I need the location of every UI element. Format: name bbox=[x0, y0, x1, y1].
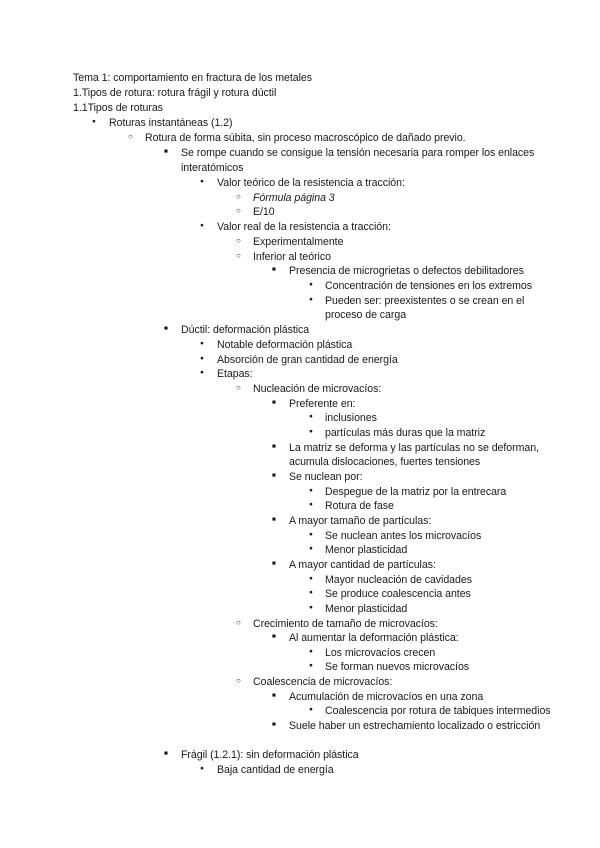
bullet-disc bbox=[309, 602, 313, 617]
bullet-disc bbox=[309, 499, 313, 514]
bullet-square bbox=[272, 690, 276, 705]
list-item: La matriz se deforma y las partículas no se deforman, bbox=[289, 442, 539, 454]
list-item: E/10 bbox=[253, 206, 275, 218]
bullet-circle bbox=[236, 250, 241, 264]
bullet-square bbox=[272, 558, 276, 573]
list-item: Nucleación de microvacíos: bbox=[253, 383, 382, 395]
bullet-circle bbox=[236, 235, 241, 249]
bullet-disc bbox=[200, 763, 204, 778]
list-item: Valor real de la resistencia a tracción: bbox=[217, 221, 391, 233]
list-item: Notable deformación plástica bbox=[217, 339, 353, 351]
list-item: Se produce coalescencia antes bbox=[325, 588, 471, 600]
bullet-disc bbox=[200, 338, 204, 353]
list-item: Se rompe cuando se consigue la tensión necesaria para romper los enlaces bbox=[181, 147, 535, 159]
bullet-circle bbox=[128, 131, 133, 145]
list-item: Frágil (1.2.1): sin deformación plástica bbox=[181, 749, 359, 761]
bullet-square bbox=[272, 631, 276, 646]
list-item: Despegue de la matriz por la entrecara bbox=[325, 486, 507, 498]
bullet-disc bbox=[309, 587, 313, 602]
bullet-disc bbox=[309, 704, 313, 719]
bullet-square bbox=[272, 397, 276, 412]
bullet-square bbox=[272, 470, 276, 485]
list-item: Coalescencia por rotura de tabiques intermedios bbox=[325, 705, 551, 717]
list-item: Preferente en: bbox=[289, 398, 356, 410]
list-item: Baja cantidad de energía bbox=[217, 764, 334, 776]
list-item: Suele haber un estrechamiento localizado o estricción bbox=[289, 720, 541, 732]
bullet-disc bbox=[92, 116, 96, 131]
bullet-square bbox=[272, 441, 276, 456]
list-item: A mayor tamaño de partículas: bbox=[289, 515, 432, 527]
bullet-square bbox=[164, 146, 168, 161]
bullet-disc bbox=[309, 485, 313, 500]
bullet-circle bbox=[236, 675, 241, 689]
list-item: Roturas instantáneas (1.2) bbox=[109, 117, 233, 129]
bullet-disc bbox=[309, 646, 313, 661]
list-item: Al aumentar la deformación plástica: bbox=[289, 632, 459, 644]
list-item: partículas más duras que la matriz bbox=[325, 427, 486, 439]
bullet-square bbox=[164, 323, 168, 338]
list-item: Se nuclean antes los microvacíos bbox=[325, 530, 482, 542]
list-item: Experimentalmente bbox=[253, 236, 344, 248]
list-item: Los microvacíos crecen bbox=[325, 647, 436, 659]
list-item: inclusiones bbox=[325, 412, 377, 424]
list-item: Dúctil: deformación plástica bbox=[181, 324, 310, 336]
section-heading: 1.Tipos de rotura: rotura frágil y rotura dúctil bbox=[73, 87, 277, 99]
bullet-circle bbox=[236, 191, 241, 205]
bullet-disc bbox=[200, 220, 204, 235]
list-item: Acumulación de microvacíos en una zona bbox=[289, 691, 484, 703]
bullet-disc bbox=[309, 660, 313, 675]
list-item: Crecimiento de tamaño de microvacíos: bbox=[253, 618, 438, 630]
bullet-disc bbox=[309, 411, 313, 426]
list-item: Inferior al teórico bbox=[253, 251, 331, 263]
list-item: Valor teórico de la resistencia a tracción: bbox=[217, 177, 405, 189]
list-item: Mayor nucleación de cavidades bbox=[325, 574, 472, 586]
list-item: Presencia de microgrietas o defectos debilitadores bbox=[289, 265, 524, 277]
bullet-square bbox=[272, 514, 276, 529]
list-item: Rotura de fase bbox=[325, 500, 394, 512]
bullet-disc bbox=[200, 176, 204, 191]
list-item: Menor plasticidad bbox=[325, 544, 408, 556]
bullet-disc bbox=[309, 573, 313, 588]
list-item: Menor plasticidad bbox=[325, 603, 408, 615]
list-item: Concentración de tensiones en los extremos bbox=[325, 280, 532, 292]
list-item: Pueden ser: preexistentes o se crean en el bbox=[325, 295, 525, 307]
bullet-circle bbox=[236, 382, 241, 396]
list-item: Se forman nuevos microvacíos bbox=[325, 661, 470, 673]
bullet-square bbox=[272, 719, 276, 734]
list-item: A mayor cantidad de partículas: bbox=[289, 559, 436, 571]
bullet-disc bbox=[200, 367, 204, 382]
bullet-circle bbox=[236, 617, 241, 631]
bullet-square bbox=[272, 264, 276, 279]
list-item-continuation: proceso de carga bbox=[325, 309, 407, 321]
topic-title: Tema 1: comportamiento en fractura de los metales bbox=[73, 72, 312, 84]
bullet-square bbox=[164, 748, 168, 763]
bullet-disc bbox=[309, 529, 313, 544]
list-item-continuation: acumula dislocaciones, fuertes tensiones bbox=[289, 456, 481, 468]
list-item: Rotura de forma súbita, sin proceso macroscópico de dañado previo. bbox=[145, 132, 466, 144]
list-item: Fórmula página 3 bbox=[253, 192, 335, 204]
bullet-disc bbox=[200, 353, 204, 368]
bullet-disc bbox=[309, 294, 313, 309]
bullet-disc bbox=[309, 543, 313, 558]
bullet-circle bbox=[236, 205, 241, 219]
list-item: Se nuclean por: bbox=[289, 471, 363, 483]
subsection-heading: 1.1Tipos de roturas bbox=[73, 102, 163, 114]
list-item: Coalescencia de microvacíos: bbox=[253, 676, 393, 688]
list-item: Absorción de gran cantidad de energía bbox=[217, 354, 398, 366]
bullet-disc bbox=[309, 279, 313, 294]
bullet-disc bbox=[309, 426, 313, 441]
list-item: Etapas: bbox=[217, 368, 253, 380]
list-item-continuation: interatómicos bbox=[181, 162, 244, 174]
